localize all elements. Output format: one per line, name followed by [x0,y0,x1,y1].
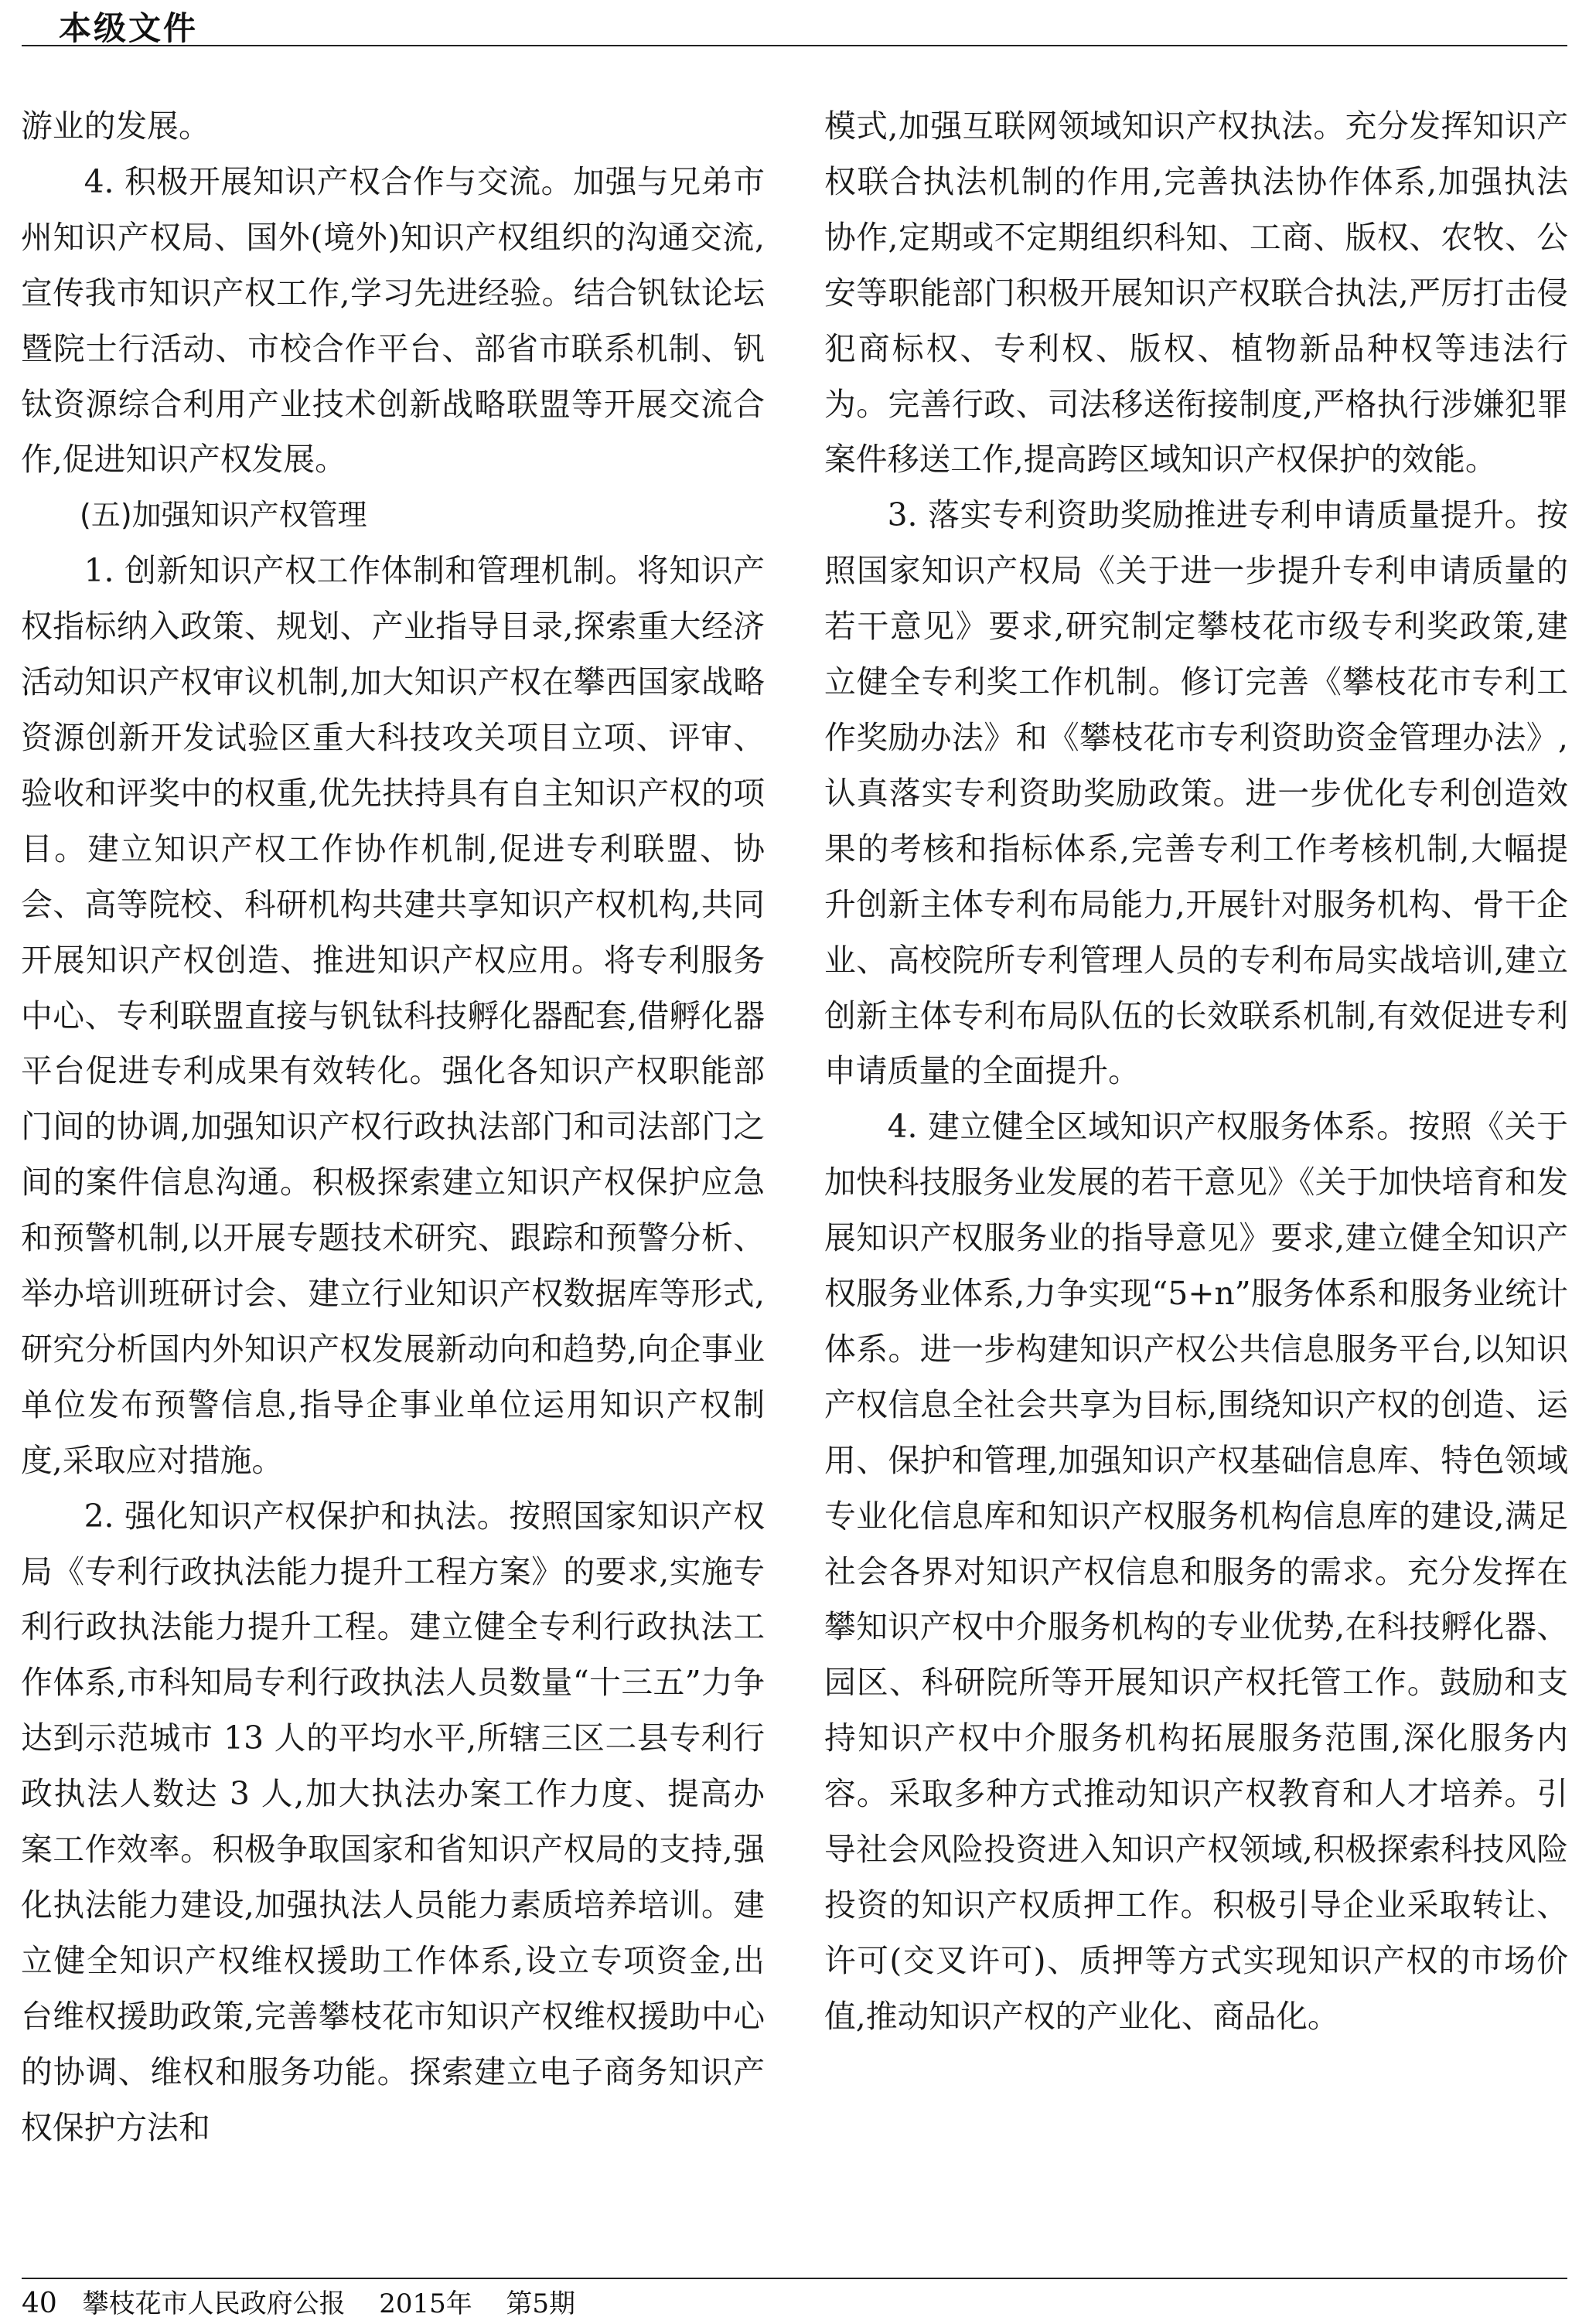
paragraph: 2. 强化知识产权保护和执法。按照国家知识产权局《专利行政执法能力提升工程方案》的要求,实施专利行政执法能力提升工程。建立健全专利行政执法工作体系,市科知局专利行政执法人员数量“十三五”力争达到示范城市 13 人的平均水平,所辖三区二县专利行政执法人数达 3 人,加大执法办案工作力度、提高办案工作效率。积极争取国家和省知识产权局的支持,强化执法能力建设,加强执法人员能力素质培养培训。建立健全知识产权维权援助工作体系,设立专项资金,出台维权援助政策,完善攀枝花市知识产权维权援助中心的协调、维权和服务功能。探索建立电子商务知识产权保护方法和 [21,1497,765,2146]
page-footer [22,2282,575,2320]
issue-number: 第5期 [506,2288,576,2319]
left-column [21,99,765,2156]
paragraph: 游业的发展。 [21,107,210,145]
header-divider [22,45,1567,46]
footer-divider [22,2278,1567,2279]
paragraph: 模式,加强互联网领域知识产权执法。充分发挥知识产权联合执法机制的作用,完善执法协作体系,加强执法协作,定期或不定期组织科知、工商、版权、农牧、公安等职能部门积极开展知识产权联合执法,严厉打击侵犯商标权、专利权、版权、植物新品种权等违法行为。完善行政、司法移送衔接制度,严格执行涉嫌犯罪案件移送工作,提高跨区域知识产权保护的效能。 [824,107,1568,479]
paragraph: 4. 积极开展知识产权合作与交流。加强与兄弟市州知识产权局、国外(境外)知识产权组织的沟通交流,宣传我市知识产权工作,学习先进经验。结合钒钛论坛暨院士行活动、市校合作平台、部省市联系机制、钒钛资源综合利用产业技术创新战略联盟等开展交流合作,促进知识产权发展。 [21,162,765,479]
section-heading: (五)加强知识产权管理 [80,498,367,533]
paragraph: 3. 落实专利资助奖励推进专利申请质量提升。按照国家知识产权局《关于进一步提升专利申请质量的若干意见》要求,研究制定攀枝花市级专利奖政策,建立健全专利奖工作机制。修订完善《攀枝花市专利工作奖励办法》和《攀枝花市专利资助资金管理办法》,认真落实专利资助奖励政策。进一步优化专利创造效果的考核和指标体系,完善专利工作考核机制,大幅提升创新主体专利布局能力,开展针对服务机构、骨干企业、高校院所专利管理人员的专利布局实战培训,建立创新主体专利布局队伍的长效联系机制,有效促进专利申请质量的全面提升。 [824,496,1568,1090]
right-column [824,99,1568,2045]
paragraph: 1. 创新知识产权工作体制和管理机制。将知识产权指标纳入政策、规划、产业指导目录,探索重大经济活动知识产权审议机制,加大知识产权在攀西国家战略资源创新开发试验区重大科技攻关项目立项、评审、验收和评奖中的权重,优先扶持具有自主知识产权的项目。建立知识产权工作协作机制,促进专利联盟、协会、高等院校、科研机构共建共享知识产权机构,共同开展知识产权创造、推进知识产权应用。将专利服务中心、专利联盟直接与钒钛科技孵化器配套,借孵化器平台促进专利成果有效转化。强化各知识产权职能部门间的协调,加强知识产权行政执法部门和司法部门之间的案件信息沟通。积极探索建立知识产权保护应急和预警机制,以开展专题技术研究、跟踪和预警分析、举办培训班研讨会、建立行业知识产权数据库等形式,研究分析国内外知识产权发展新动向和趋势,向企事业单位发布预警信息,指导企事业单位运用知识产权制度,采取应对措施。 [21,552,765,1479]
publication-name: 攀枝花市人民政府公报 [82,2288,346,2319]
page-number: 40 [22,2288,57,2319]
publication-year: 2015年 [379,2288,472,2319]
section-title: 本级文件 [59,9,199,47]
paragraph: 4. 建立健全区域知识产权服务体系。按照《关于加快科技服务业发展的若干意见》《关于加快培育和发展知识产权服务业的指导意见》要求,建立健全知识产权服务业体系,力争实现“5+n”服务体系和服务业统计体系。进一步构建知识产权公共信息服务平台,以知识产权信息全社会共享为目标,围绕知识产权的创造、运用、保护和管理,加强知识产权基础信息库、特色领域专业化信息库和知识产权服务机构信息库的建设,满足社会各界对知识产权信息和服务的需求。充分发挥在攀知识产权中介服务机构的专业优势,在科技孵化器、园区、科研院所等开展知识产权托管工作。鼓励和支持知识产权中介服务机构拓展服务范围,深化服务内容。采取多种方式推动知识产权教育和人才培养。引导社会风险投资进入知识产权领域,积极探索科技风险投资的知识产权质押工作。积极引导企业采取转让、许可(交叉许可)、质押等方式实现知识产权的市场价值,推动知识产权的产业化、商品化。 [824,1108,1568,2035]
